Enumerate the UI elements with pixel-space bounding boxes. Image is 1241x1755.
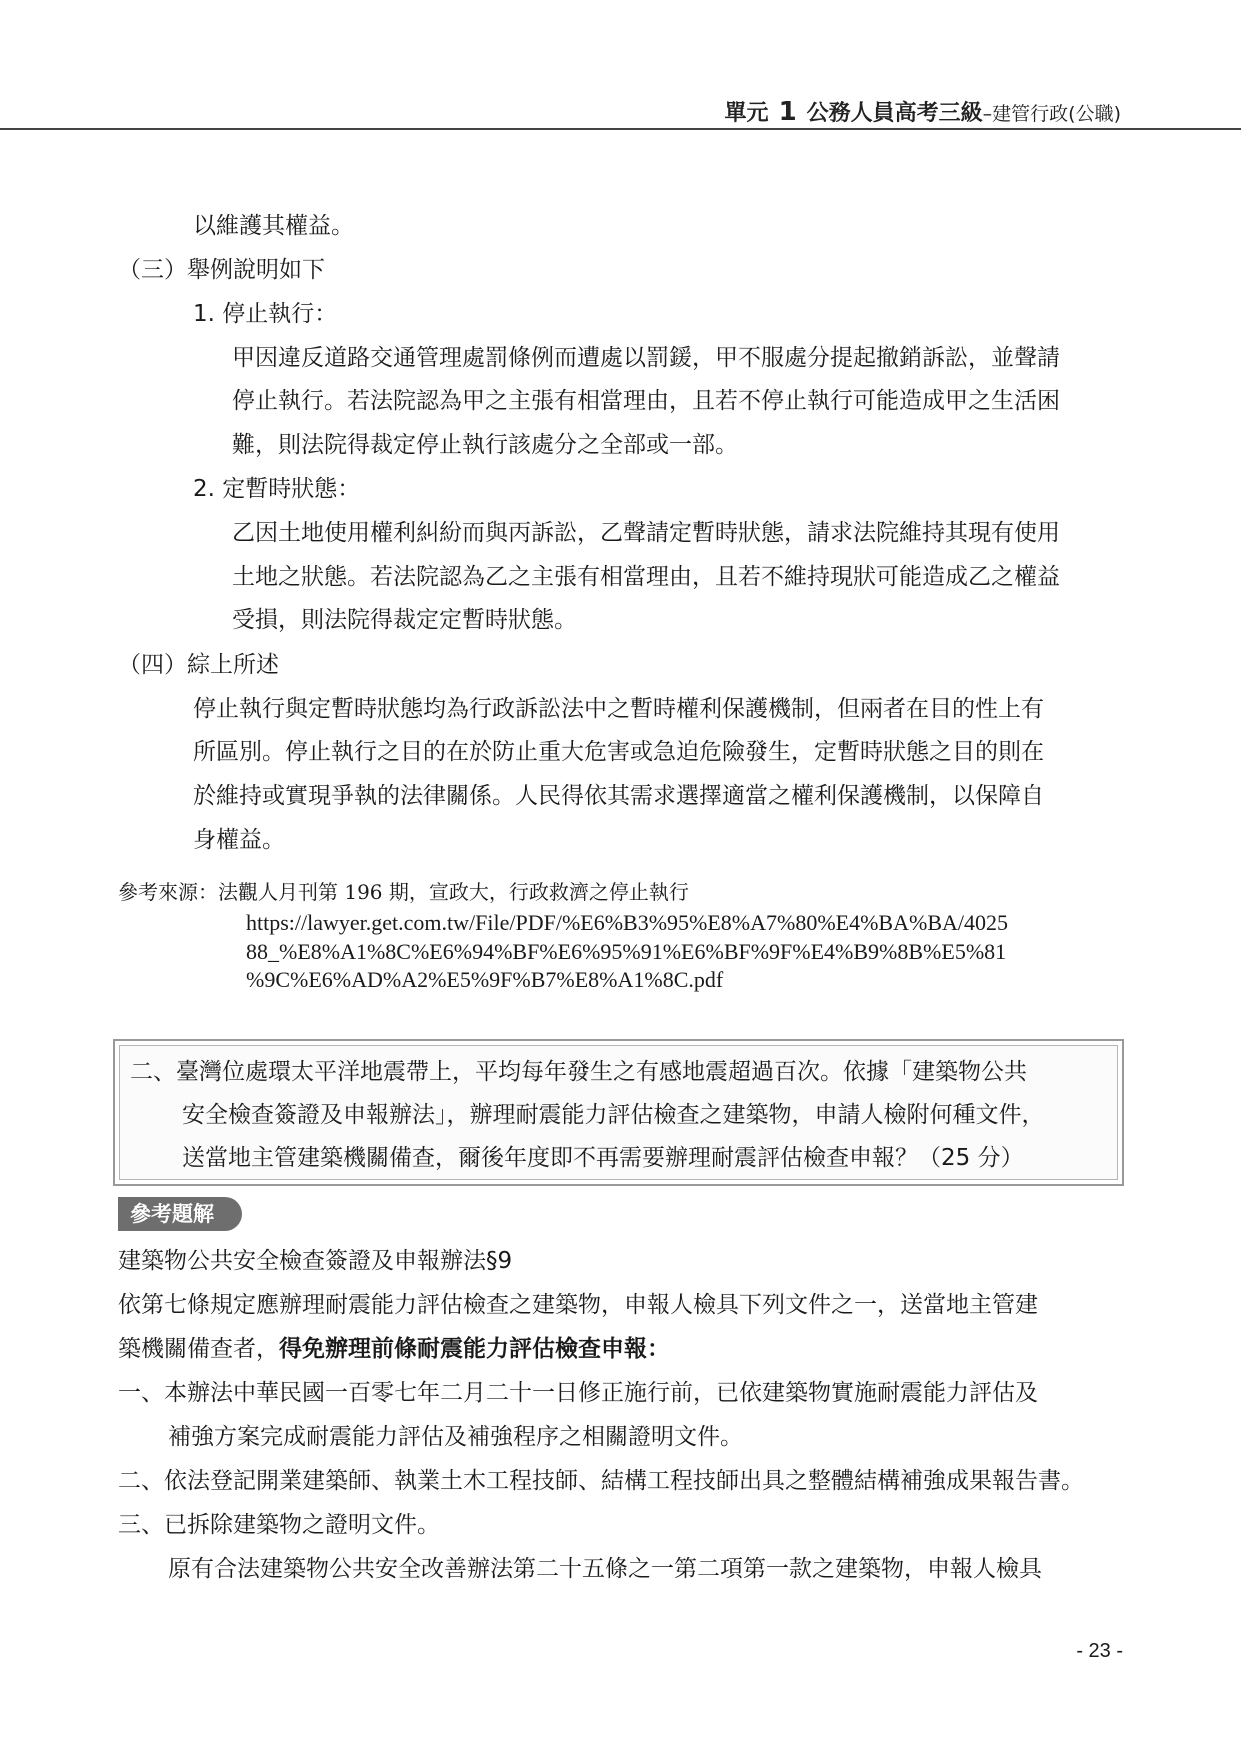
reference-url-3: %9C%E6%AD%A2%E5%9F%B7%E8%A1%8C.pdf	[246, 967, 724, 992]
answer-line-1: 建築物公共安全檢查簽證及申報辦法§9	[118, 1248, 513, 1274]
body-line-14: 於維持或實現爭執的法律關係。人民得依其需求選擇適當之權利保護機制，以保障自	[193, 783, 1044, 809]
body-line-9: 土地之狀態。若法院認為乙之主張有相當理由，且若不維持現狀可能造成乙之權益	[232, 564, 1060, 590]
body-line-4: 甲因違反道路交通管理處罰條例而遭處以罰鍰，甲不服處分提起撤銷訴訟，並聲請	[232, 345, 1060, 371]
body-line-8: 乙因土地使用權利糾紛而與丙訴訟，乙聲請定暫時狀態，請求法院維持其現有使用	[232, 520, 1060, 546]
exam-title: 公務人員高考三級	[806, 101, 983, 126]
item-heading-1: 1. 停止執行：	[193, 301, 338, 327]
reference-url-2: 88_%E8%A1%8C%E6%94%BF%E6%95%91%E6%BF%9F%E4%B9%8B%E5%81	[246, 939, 1007, 964]
answer-item-2: 二、依法登記開業建築師、執業土木工程技師、結構工程技師出具之整體結構補強成果報告書。	[118, 1468, 1084, 1494]
answer-line-last: 原有合法建築物公共安全改善辦法第二十五條之一第二項第一款之建築物，申報人檢具	[168, 1556, 1042, 1582]
section-heading-4: （四）綜上所述	[118, 652, 279, 678]
body-line-10: 受損，則法院得裁定定暫時狀態。	[232, 607, 577, 633]
answer-line-3	[118, 1334, 670, 1364]
reference-source: 參考來源：法觀人月刊第 196 期，宣政大，行政救濟之停止執行	[118, 880, 689, 904]
answer-emphasis: 得免辦理前條耐震能力評估檢查申報：	[279, 1335, 670, 1362]
question-line-2: 安全檢查簽證及申報辦法」，辦理耐震能力評估檢查之建築物，申請人檢附何種文件，	[182, 1102, 1045, 1128]
answer-item-1: 一、本辦法中華民國一百零七年二月二十一日修正施行前，已依建築物實施耐震能力評估及	[118, 1380, 1038, 1406]
page-number: - 23 -	[1076, 1640, 1123, 1662]
unit-label: 單元	[724, 101, 769, 126]
header-separator: –	[982, 103, 993, 125]
body-line-1: 以維護其權益。	[193, 213, 354, 239]
body-line-12: 停止執行與定暫時狀態均為行政訴訟法中之暫時權利保護機制，但兩者在目的性上有	[193, 696, 1044, 722]
answer-tag: 參考題解	[118, 1197, 242, 1231]
subject-title: 建管行政(公職)	[992, 103, 1121, 125]
answer-item-1-cont: 補強方案完成耐震能力評估及補強程序之相關證明文件。	[168, 1424, 743, 1450]
answer-line-3-plain: 築機關備查者，	[118, 1336, 279, 1362]
answer-item-3: 三、已拆除建築物之證明文件。	[118, 1512, 440, 1538]
body-line-6: 難，則法院得裁定停止執行該處分之全部或一部。	[232, 432, 738, 458]
answer-line-2: 依第七條規定應辦理耐震能力評估檢查之建築物，申報人檢具下列文件之一，送當地主管建	[118, 1292, 1038, 1318]
question-line-3: 送當地主管建築機關備查，爾後年度即不再需要辦理耐震評估檢查申報？（25 分）	[182, 1145, 1024, 1171]
body-line-5: 停止執行。若法院認為甲之主張有相當理由，且若不停止執行可能造成甲之生活困	[232, 388, 1060, 414]
header-rule	[0, 128, 1241, 130]
running-header	[725, 96, 1121, 127]
question-line-1: 二、臺灣位處環太平洋地震帶上，平均每年發生之有感地震超過百次。依據「建築物公共	[130, 1059, 1027, 1085]
body-line-13: 所區別。停止執行之目的在於防止重大危害或急迫危險發生，定暫時狀態之目的則在	[193, 739, 1044, 765]
unit-number: 1	[778, 97, 797, 127]
body-line-15: 身權益。	[193, 827, 285, 853]
reference-url-1: https://lawyer.get.com.tw/File/PDF/%E6%B3%95%E8%A7%80%E4%BA%BA/4025	[246, 910, 1008, 935]
item-heading-2: 2. 定暫時狀態：	[193, 476, 361, 502]
section-heading-3: （三）舉例說明如下	[118, 257, 325, 283]
